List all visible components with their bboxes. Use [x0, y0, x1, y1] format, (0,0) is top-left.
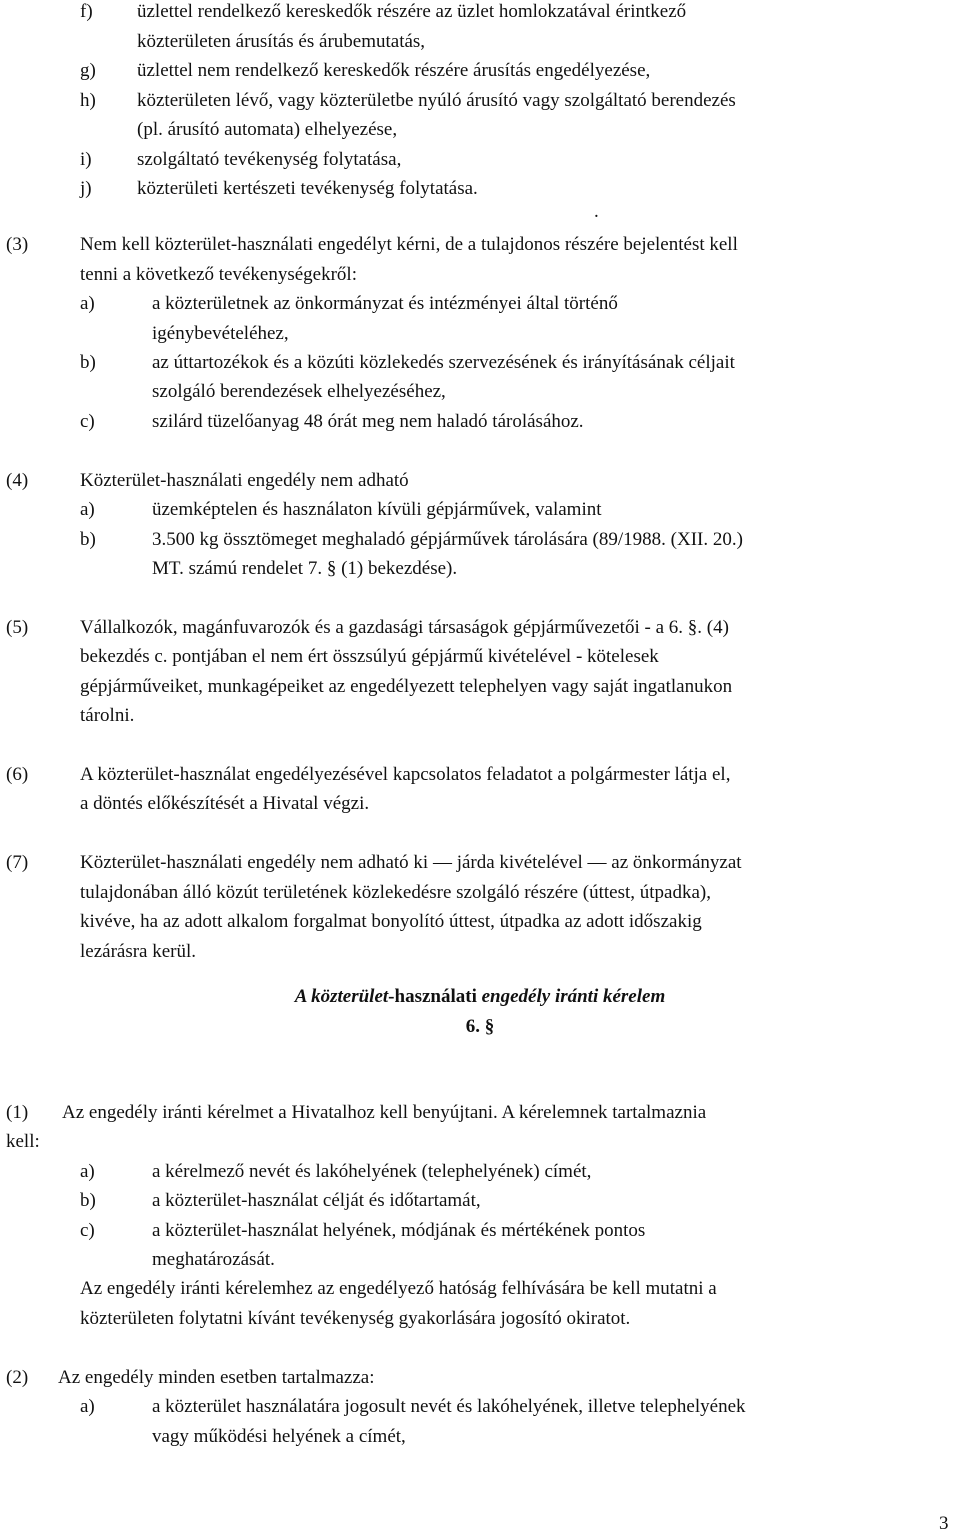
para-3-label-a: a)	[80, 293, 95, 314]
s6-para-1-line2: kell:	[6, 1131, 40, 1152]
para-5-line2: bekezdés c. pontjában el nem ért összsúlyú gépjármű kivételével - kötelesek	[80, 646, 659, 667]
para-4-label-a: a)	[80, 499, 95, 520]
s6-para-2-a-line2: vagy működési helyének a címét,	[152, 1426, 406, 1447]
para-5-number: (5)	[6, 617, 29, 638]
item-label-h: h)	[80, 90, 96, 111]
para-3-number: (3)	[6, 234, 29, 255]
para-7-line4: lezárásra kerül.	[80, 941, 197, 962]
item-g-line1: üzlettel nem rendelkező kereskedők részére árusítás engedélyezése,	[137, 60, 651, 81]
s6-para-1-label-a: a)	[80, 1161, 95, 1182]
para-3-line2: tenni a következő tevékenységekről:	[80, 264, 357, 285]
heading-part1: A közterület	[294, 986, 389, 1007]
para-3-a-line2: igénybevételéhez,	[152, 323, 289, 344]
para-5-line4: tárolni.	[80, 705, 135, 726]
s6-para-1-label-b: b)	[80, 1190, 96, 1211]
s6-para-1-note2: közterületen folytatni kívánt tevékenység gyakorlására jogosító okiratot.	[80, 1308, 631, 1329]
s6-para-1-b-line1: a közterület-használat célját és időtartamát,	[152, 1190, 481, 1211]
para-4-b-line2: MT. számú rendelet 7. § (1) bekezdése).	[152, 558, 458, 579]
page-number: 3	[939, 1513, 949, 1534]
para-7-line3: kivéve, ha az adott alkalom forgalmat bonyolító úttest, útpadka az adott időszakig	[80, 911, 702, 932]
section-number: 6. §	[465, 1016, 495, 1037]
s6-para-1-number: (1)	[6, 1102, 29, 1123]
para-3-label-b: b)	[80, 352, 96, 373]
item-h-line2: (pl. árusító automata) elhelyezése,	[137, 119, 398, 140]
s6-para-2-label-a: a)	[80, 1396, 95, 1417]
item-label-j: j)	[80, 178, 92, 199]
s6-para-2-a-line1: a közterület használatára jogosult nevét és lakóhelyének, illetve telephelyének	[152, 1396, 746, 1417]
section-heading	[0, 984, 960, 1010]
item-j-line1: közterületi kertészeti tevékenység folytatása.	[137, 178, 478, 199]
para-3-b-line2: szolgáló berendezések elhelyezéséhez,	[152, 381, 446, 402]
para-3-label-c: c)	[80, 411, 95, 432]
para-4-b-line1: 3.500 kg össztömeget meghaladó gépjárművek tárolására (89/1988. (XII. 20.)	[152, 529, 743, 550]
s6-para-1-c-line2: meghatározását.	[152, 1249, 275, 1270]
para-4-number: (4)	[6, 470, 29, 491]
item-label-f: f)	[80, 1, 93, 22]
item-i-line1: szolgáltató tevékenység folytatása,	[137, 149, 402, 170]
para-7-number: (7)	[6, 852, 29, 873]
para-6-number: (6)	[6, 764, 29, 785]
para-3-line1: Nem kell közterület-használati engedélyt kérni, de a tulajdonos részére bejelentést kell	[80, 234, 738, 255]
para-6-line2: a döntés előkészítését a Hivatal végzi.	[80, 793, 370, 814]
stray-dot: .	[594, 201, 599, 222]
para-5-line1: Vállalkozók, magánfuvarozók és a gazdasági társaságok gépjárművezetői - a 6. §. (4)	[80, 617, 729, 638]
s6-para-1-note1: Az engedély iránti kérelemhez az engedélyező hatóság felhívására be kell mutatni a	[80, 1278, 717, 1299]
para-6-line1: A közterület-használat engedélyezésével kapcsolatos feladatot a polgármester látja el,	[80, 764, 731, 785]
item-f-line1: üzlettel rendelkező kereskedők részére az üzlet homlokzatával érintkező	[137, 1, 687, 22]
para-3-c-line1: szilárd tüzelőanyag 48 órát meg nem haladó tárolásához.	[152, 411, 584, 432]
heading-part3: engedély iránti kérelem	[481, 986, 666, 1007]
para-7-line1: Közterület-használati engedély nem adható ki — járda kivételével — az önkormányzat	[80, 852, 742, 873]
para-4-a-line1: üzemképtelen és használaton kívüli gépjárművek, valamint	[152, 499, 602, 520]
item-f-line2: közterületen árusítás és árubemutatás,	[137, 31, 426, 52]
para-3-b-line1: az úttartozékok és a közúti közlekedés szervezésének és irányításának céljait	[152, 352, 735, 373]
s6-para-1-label-c: c)	[80, 1220, 95, 1241]
item-label-g: g)	[80, 60, 96, 81]
para-4-label-b: b)	[80, 529, 96, 550]
para-4-line1: Közterület-használati engedély nem adható	[80, 470, 409, 491]
para-5-line3: gépjárműveiket, munkagépeiket az engedélyezett telephelyen vagy saját ingatlanukon	[80, 676, 733, 697]
s6-para-1-line1: Az engedély iránti kérelmet a Hivatalhoz kell benyújtani. A kérelemnek tartalmaznia	[62, 1102, 707, 1123]
heading-part2: -használati	[388, 986, 482, 1007]
s6-para-2-number: (2)	[6, 1367, 29, 1388]
item-h-line1: közterületen lévő, vagy közterületbe nyúló árusító vagy szolgáltató berendezés	[137, 90, 736, 111]
item-label-i: i)	[80, 149, 92, 170]
para-3-a-line1: a közterületnek az önkormányzat és intézményei által történő	[152, 293, 618, 314]
s6-para-1-a-line1: a kérelmező nevét és lakóhelyének (telephelyének) címét,	[152, 1161, 592, 1182]
para-7-line2: tulajdonában álló közút területének közlekedésre szolgáló részére (úttest, útpadka),	[80, 882, 711, 903]
s6-para-2-line1: Az engedély minden esetben tartalmazza:	[58, 1367, 375, 1388]
s6-para-1-c-line1: a közterület-használat helyének, módjának és mértékének pontos	[152, 1220, 646, 1241]
